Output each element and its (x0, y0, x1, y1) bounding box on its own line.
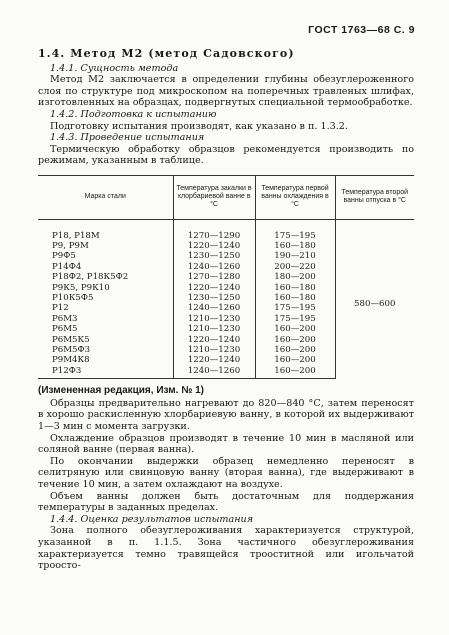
cell-quench-temp: 1270—1290 (173, 219, 255, 241)
paragraph-transfer: По окончании выдержки образец немедленно переносят в селитряную или свинцовую ванну (вторая ванна), где выдерживают в течение 10 мин, а затем охлаждают на воздухе. (38, 455, 414, 490)
header-steel-grade: Марка стали (38, 175, 173, 219)
cell-steel-grade: Р6М5Ф3 (52, 345, 91, 356)
cell-quench-temp: 1220—1240 (173, 241, 255, 251)
edition-note: (Измененная редакция, Изм. № 1) (38, 385, 205, 397)
paragraph-preheat: Образцы предварительно нагревают до 820—840 °С, затем переносят в хорошо раскисленную хлорбариевую ванну, в которой их выдерживают 1—3 мин с момента загрузки. (38, 397, 414, 433)
subsection-4-heading: 1.4.4. Оценка результатов испытания (50, 513, 254, 525)
cell-first-bath-temp: 160—200 (255, 355, 335, 365)
cell-steel-grade: Р6М5К5 (52, 334, 90, 345)
cell-steel-grade: Р18, Р18М (52, 230, 100, 241)
cell-steel-grade: Р6М5 (52, 324, 78, 335)
table-header-row (38, 175, 414, 219)
cell-quench-temp: 1220—1240 (173, 335, 255, 345)
cell-quench-temp: 1220—1240 (173, 283, 255, 293)
cell-quench-temp: 1240—1260 (173, 262, 255, 272)
cell-first-bath-temp: 175—195 (255, 303, 335, 313)
paragraph-evaluation: Зона полного обезуглероживания характеризуется структурой, указанной в п. 1.1.5. Зона частичного обезуглероживания характеризуется темно травящейся трооститной или игольчатой троосто- (38, 525, 414, 572)
cell-steel-grade: Р9Ф5 (52, 251, 76, 262)
header-second-bath-temp: Температура второй ванны отпуска в °С (335, 175, 414, 219)
cell-quench-temp: 1210—1230 (173, 324, 255, 334)
subsection-2-heading: 1.4.2. Подготовка к испытанию (50, 108, 217, 120)
document-body (38, 48, 414, 572)
cell-quench-temp: 1240—1260 (173, 303, 255, 313)
section-title: 1.4. Метод М2 (метод Садовского) (38, 47, 295, 60)
cell-first-bath-temp: 160—180 (255, 293, 335, 303)
cell-first-bath-temp: 190—210 (255, 251, 335, 261)
table-body (38, 219, 414, 379)
cell-second-bath-temp: 580—600 (335, 219, 414, 379)
header-first-bath-temp: Температура первой ванны охлаждения в °С (255, 175, 335, 219)
cell-quench-temp: 1210—1230 (173, 314, 255, 324)
cell-first-bath-temp: 160—200 (255, 335, 335, 345)
paragraph-essence: Метод М2 заключается в определении глубины обезуглероженного слоя по структуре под микроскопом на поперечных травленых шлифах, изготовленных на образцах, подвергнутых специальной термообработке. (38, 74, 414, 109)
page-header: ГОСТ 1763—68 С. 9 (308, 24, 415, 36)
cell-first-bath-temp: 160—200 (255, 345, 335, 355)
subsection-3-heading: 1.4.3. Проведение испытания (50, 132, 205, 144)
heat-treatment-table (38, 175, 414, 379)
cell-first-bath-temp: 160—180 (255, 241, 335, 251)
cell-first-bath-temp: 175—195 (255, 314, 335, 324)
cell-steel-grade: Р14Ф4 (52, 261, 82, 272)
cell-steel-grade: Р6М3 (52, 313, 78, 324)
cell-first-bath-temp: 180—200 (255, 272, 335, 282)
cell-quench-temp: 1270—1280 (173, 272, 255, 282)
cell-first-bath-temp: 200—220 (255, 262, 335, 272)
cell-steel-grade: Р10К5Ф5 (52, 292, 94, 303)
cell-quench-temp: 1210—1230 (173, 345, 255, 355)
paragraph-preparation: Подготовку испытания производят, как указано в п. 1.3.2. (50, 120, 348, 132)
paragraph-bath-volume: Объем ванны должен быть достаточным для поддержания температуры в заданных пределах. (38, 490, 414, 514)
cell-steel-grade: Р9, Р9М (52, 240, 89, 251)
cell-steel-grade: Р9М4К8 (52, 355, 90, 366)
cell-quench-temp: 1230—1250 (173, 251, 255, 261)
cell-first-bath-temp: 160—200 (255, 324, 335, 334)
cell-first-bath-temp: 160—200 (255, 366, 335, 379)
cell-steel-grade: Р12 (52, 303, 69, 314)
table-row (38, 219, 414, 241)
cell-quench-temp: 1230—1250 (173, 293, 255, 303)
paragraph-cooling: Охлаждение образцов производят в течение 10 мин в масляной или соляной ванне (первая ванна). (38, 432, 414, 456)
cell-steel-grade: Р18Ф2, Р18К5Ф2 (52, 272, 129, 283)
cell-steel-grade: Р9К5, Р9К10 (52, 282, 110, 293)
cell-first-bath-temp: 175—195 (255, 219, 335, 241)
cell-first-bath-temp: 160—180 (255, 283, 335, 293)
paragraph-procedure: Термическую обработку образцов рекомендуется производить по режимам, указанным в таблице. (38, 143, 414, 167)
subsection-1-heading: 1.4.1. Сущность метода (50, 62, 179, 74)
cell-quench-temp: 1220—1240 (173, 355, 255, 365)
cell-quench-temp: 1240—1260 (173, 366, 255, 379)
cell-steel-grade: Р12Ф3 (38, 366, 173, 379)
header-quench-temp: Температура закалки в хлорбариевой ванне в °С (173, 175, 255, 219)
